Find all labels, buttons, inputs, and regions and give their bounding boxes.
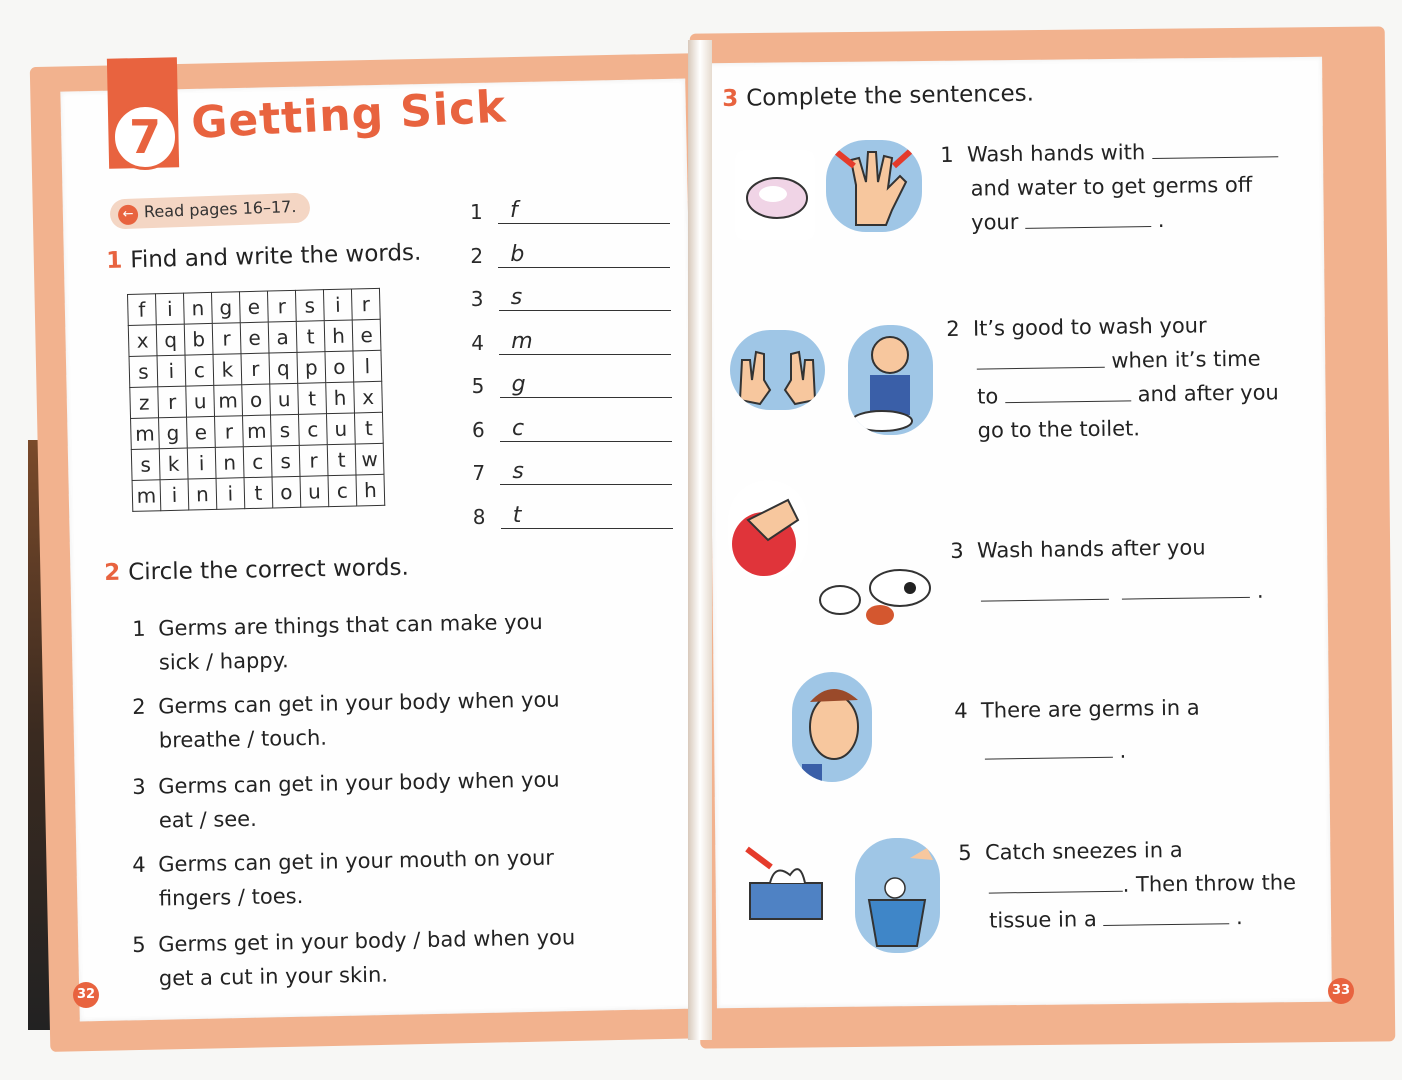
grid-cell[interactable]: n	[188, 478, 217, 510]
blank[interactable]	[985, 739, 1113, 760]
answer-blank[interactable]: s	[500, 459, 672, 485]
grid-cell[interactable]: n	[215, 447, 244, 479]
grid-cell[interactable]: t	[327, 444, 356, 476]
grid-cell[interactable]: i	[187, 447, 216, 479]
blank[interactable]	[989, 873, 1123, 894]
grid-cell[interactable]: c	[328, 475, 357, 507]
hands-illustration	[730, 330, 825, 410]
circle-question-2: 2 Germs can get in your body when you breathe / touch.	[132, 687, 560, 753]
grid-cell[interactable]: c	[298, 414, 327, 446]
answer-blank[interactable]: m	[499, 329, 671, 355]
grid-cell[interactable]: x	[128, 325, 157, 357]
section3-heading	[722, 81, 1034, 112]
sneezing-face-icon	[792, 672, 872, 782]
blank[interactable]	[1025, 208, 1151, 229]
grid-cell[interactable]: i	[160, 479, 189, 511]
answer-row	[472, 372, 672, 398]
blank[interactable]	[1152, 138, 1278, 159]
trash-bin-icon	[855, 838, 940, 953]
hand-icon	[826, 140, 922, 232]
soap-icon	[735, 150, 815, 240]
ball-icon	[728, 480, 808, 580]
grid-cell[interactable]: u	[270, 383, 299, 415]
grid-cell[interactable]: r	[351, 288, 380, 320]
grid-cell[interactable]: s	[129, 356, 158, 388]
grid-cell[interactable]: k	[213, 354, 242, 386]
grid-cell[interactable]: e	[352, 319, 381, 351]
grid-cell[interactable]: m	[132, 480, 161, 512]
tissue-box-illustration	[745, 845, 825, 925]
grid-cell[interactable]: s	[131, 449, 160, 481]
answer-row	[472, 416, 672, 442]
answer-number: 3	[470, 287, 484, 311]
blank[interactable]	[981, 581, 1109, 602]
ball-illustration	[728, 480, 808, 580]
blank[interactable]	[1103, 905, 1229, 926]
grid-cell[interactable]: s	[295, 290, 324, 322]
answer-row	[471, 329, 671, 355]
grid-cell[interactable]: e	[240, 322, 269, 354]
hand-illustration	[826, 140, 922, 232]
grid-cell[interactable]: e	[239, 291, 268, 323]
grid-cell[interactable]: o	[272, 476, 301, 508]
answer-number: 7	[472, 461, 486, 485]
grid-cell[interactable]: g	[159, 417, 188, 449]
answer-row	[471, 285, 671, 311]
answer-blank[interactable]: f	[498, 198, 670, 224]
unit-number: 7	[112, 104, 178, 170]
grid-cell[interactable]: m	[131, 418, 160, 450]
grid-cell[interactable]: a	[268, 321, 297, 353]
grid-cell[interactable]: u	[326, 413, 355, 445]
answer-blank[interactable]: c	[500, 416, 672, 442]
grid-cell[interactable]: g	[211, 292, 240, 324]
circle-question-5: 5 Germs get in your body / bad when you get a cut in your skin.	[132, 925, 576, 991]
grid-cell[interactable]: i	[156, 293, 185, 325]
eating-boy-illustration	[848, 325, 933, 435]
answer-blank[interactable]: b	[498, 242, 670, 268]
circle-question-1: 1 Germs are things that can make you sick / happy.	[132, 609, 543, 675]
grid-cell[interactable]: u	[300, 476, 329, 508]
page-number-right: 33	[1328, 978, 1354, 1004]
grid-cell[interactable]: t	[296, 321, 325, 353]
book-spine	[688, 40, 712, 1040]
grid-cell[interactable]: r	[299, 445, 328, 477]
grid-cell[interactable]: z	[130, 387, 159, 419]
circle-question-3: 3 Germs can get in your body when you eat / see.	[132, 767, 560, 833]
answer-blank[interactable]: t	[501, 503, 673, 529]
answer-number: 6	[472, 417, 485, 442]
boy-eating-icon	[848, 325, 933, 435]
section2-title: Circle the correct words.	[128, 554, 410, 586]
answer-row	[472, 459, 672, 485]
section3-title: Complete the sentences.	[746, 80, 1035, 112]
grid-cell[interactable]: q	[156, 324, 185, 356]
grid-cell[interactable]: t	[298, 383, 327, 415]
answer-number: 5	[471, 374, 485, 398]
grid-row	[132, 474, 385, 511]
grid-cell[interactable]: i	[157, 355, 186, 387]
complete-sentence-4: 4 There are germs in a .	[954, 695, 1200, 763]
grid-cell[interactable]: r	[158, 386, 187, 418]
read-pages-text: Read pages 16–17.	[143, 196, 297, 222]
circle-question-4: 4 Germs can get in your mouth on your fingers / toes.	[132, 845, 555, 911]
blank[interactable]	[1122, 579, 1250, 600]
complete-sentence-1: 1 Wash hands with and water to get germs off your .	[940, 133, 1279, 240]
grid-cell[interactable]: f	[128, 294, 157, 326]
section2-heading	[104, 555, 409, 586]
grid-cell[interactable]: m	[243, 415, 272, 447]
section2-number: 2	[104, 559, 121, 586]
grid-cell[interactable]: c	[243, 446, 272, 478]
grid-cell[interactable]: e	[187, 416, 216, 448]
answer-row	[470, 242, 670, 268]
bin-illustration	[855, 838, 940, 953]
word-search-grid	[127, 288, 385, 512]
grid-cell[interactable]: w	[355, 443, 384, 475]
animals-icon	[810, 560, 935, 630]
section3-number: 3	[722, 85, 739, 112]
answer-number: 8	[472, 504, 486, 529]
grid-cell[interactable]: b	[184, 323, 213, 355]
grid-cell[interactable]: i	[323, 289, 352, 321]
arrow-left-icon: ←	[118, 205, 139, 226]
sneezing-man-illustration	[792, 672, 872, 782]
grid-cell[interactable]: q	[269, 352, 298, 384]
grid-cell[interactable]: l	[353, 350, 382, 382]
answer-row	[470, 198, 670, 224]
grid-cell[interactable]: o	[242, 384, 271, 416]
section1-number: 1	[106, 247, 123, 274]
grid-cell[interactable]: t	[244, 477, 273, 509]
answer-number: 4	[471, 330, 484, 355]
grid-cell[interactable]: n	[183, 292, 212, 324]
blank[interactable]	[977, 349, 1105, 370]
grid-cell[interactable]: r	[212, 323, 241, 355]
grid-cell[interactable]: u	[186, 385, 215, 417]
grid-cell[interactable]: o	[325, 351, 354, 383]
complete-sentence-2: 2 It’s good to wash your when it’s time to and after you go to the toilet.	[946, 313, 1279, 443]
answer-blank[interactable]: s	[499, 285, 671, 311]
complete-sentence-5: 5 Catch sneezes in a . Then throw the tissue in a .	[958, 837, 1297, 933]
grid-cell[interactable]: r	[241, 353, 270, 385]
grid-cell[interactable]: r	[267, 290, 296, 322]
grid-cell[interactable]: m	[214, 385, 243, 417]
unit-title: Getting Sick	[190, 81, 508, 149]
blank[interactable]	[1005, 382, 1131, 403]
grid-cell[interactable]: h	[326, 382, 355, 414]
grid-cell[interactable]: p	[297, 352, 326, 384]
answer-blank[interactable]: g	[500, 372, 672, 398]
answer-row	[473, 503, 673, 529]
grid-cell[interactable]: s	[270, 414, 299, 446]
tissue-box-icon	[745, 845, 825, 925]
soap-illustration	[735, 150, 815, 240]
grid-cell[interactable]: x	[354, 381, 383, 413]
answer-number: 2	[470, 243, 484, 268]
grid-cell[interactable]: c	[185, 354, 214, 386]
grid-cell[interactable]: s	[271, 445, 300, 477]
page-number-left: 32	[73, 982, 99, 1008]
section1-title: Find and write the words.	[130, 239, 422, 274]
answer-number: 1	[470, 200, 483, 224]
grid-cell[interactable]: r	[215, 416, 244, 448]
grid-cell[interactable]: t	[354, 412, 383, 444]
hands-icon	[730, 330, 825, 410]
complete-sentence-3: 3 Wash hands after you .	[950, 535, 1264, 603]
grid-cell[interactable]: h	[356, 474, 385, 506]
grid-cell[interactable]: i	[216, 478, 245, 510]
animals-illustration	[810, 560, 935, 630]
grid-cell[interactable]: k	[159, 448, 188, 480]
grid-cell[interactable]: h	[324, 320, 353, 352]
